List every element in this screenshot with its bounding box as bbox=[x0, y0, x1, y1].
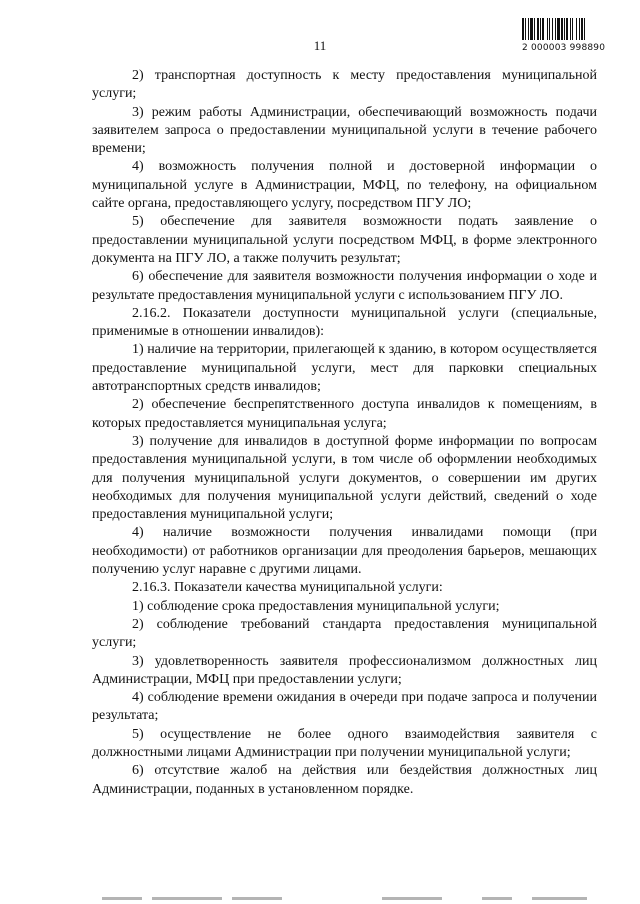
paragraph: 4) наличие возможности получения инвалидами помощи (при необходимости) от работников организации для преодоления барьеров, мешающих получению услуг наравне с другими лицами. bbox=[92, 525, 597, 578]
paragraph: 2) обеспечение беспрепятственного доступа инвалидов к помещениям, в которых предоставляется муниципальная услуга; bbox=[92, 397, 597, 431]
paragraph: 5) осуществление не более одного взаимодействия заявителя с должностными лицами Администрации при получении муниципальной услуги; bbox=[92, 726, 597, 760]
barcode bbox=[522, 18, 604, 52]
paragraph: 1) соблюдение срока предоставления муниципальной услуги; bbox=[132, 598, 500, 614]
scan-artifacts bbox=[92, 894, 612, 900]
paragraph: 5) обеспечение для заявителя возможности подать заявление о предоставлении муниципальной услуги посредством МФЦ, в форме электронного документа на ПГУ ЛО, а также получить результат; bbox=[92, 214, 597, 266]
section-heading: 2.16.3. Показатели качества муниципальной услуги: bbox=[132, 580, 443, 596]
paragraph: 3) режим работы Администрации, обеспечивающий возможность подачи заявителем запроса о предоставлении муниципальной услуги в течение рабочего времени; bbox=[92, 104, 597, 157]
paragraph: 2) соблюдение требований стандарта предоставления муниципальной услуги; bbox=[92, 616, 597, 651]
barcode-bars bbox=[522, 18, 604, 42]
page-number: 11 bbox=[313, 38, 327, 53]
paragraph: 3) удовлетворенность заявителя профессионализмом должностных лиц Администрации, МФЦ при предоставлении услуги; bbox=[92, 653, 597, 687]
paragraph: 1) наличие на территории, прилегающей к зданию, в котором осуществляется предоставление муниципальной услуги, мест для парковки специальных автотранспортных средств инвалидов; bbox=[92, 342, 597, 395]
document-body bbox=[92, 67, 597, 799]
paragraph: 3) получение для инвалидов в доступной форме информации по вопросам предоставления муниципальной услуги, в том числе об оформлении необходимых для получения муниципальной услуги документов, о совершении им других необходимых для получения муниципальной услуги действий, сведений о ходе предоставления муниципальной услуги; bbox=[92, 433, 597, 523]
paragraph: 2) транспортная доступность к месту предоставления муниципальной услуги; bbox=[92, 68, 597, 102]
paragraph: 4) соблюдение времени ожидания в очереди при подаче запроса и получении результата; bbox=[92, 690, 597, 724]
barcode-number: 2 000003 998890 bbox=[522, 43, 606, 53]
paragraph: 4) возможность получения полной и достоверной информации о муниципальной услуге в Администрации, МФЦ, по телефону, на официальном сайте органа, предоставляющего услугу, посредством ПГУ ЛО; bbox=[92, 159, 597, 212]
section-heading: 2.16.2. Показатели доступности муниципальной услуги (специальные, применимые в отношении инвалидов): bbox=[92, 305, 597, 340]
paragraph: 6) отсутствие жалоб на действия или бездействия должностных лиц Администрации, поданных в установленном порядке. bbox=[92, 763, 597, 797]
paragraph: 6) обеспечение для заявителя возможности получения информации о ходе и результате предоставления муниципальной услуги с использованием ПГУ ЛО. bbox=[92, 269, 597, 303]
